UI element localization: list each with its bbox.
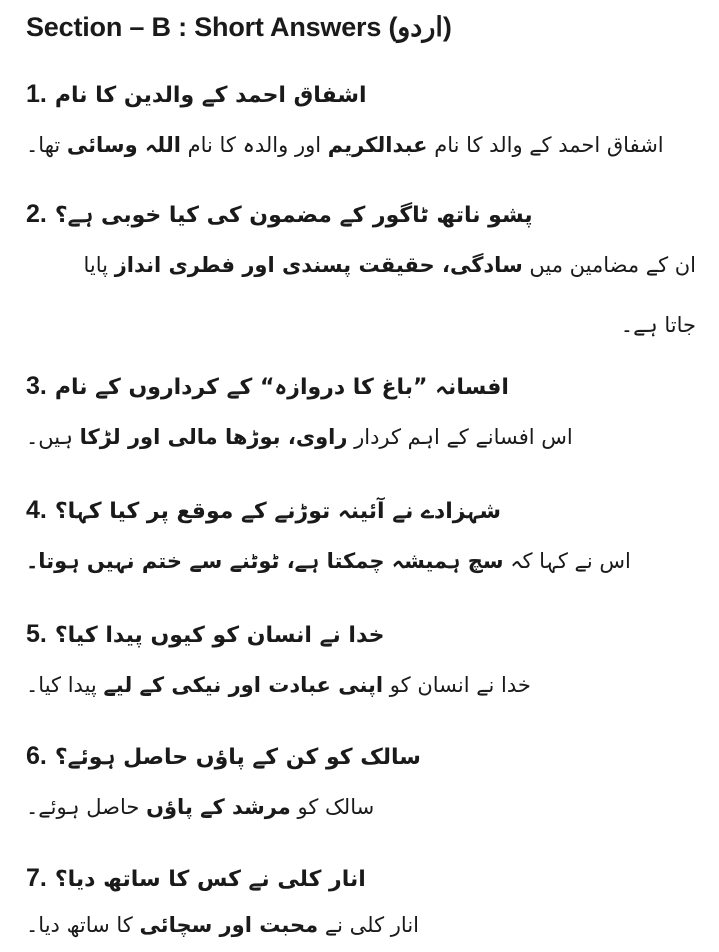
answer-bold: محبت اور سچائی [139,913,319,937]
question-2 [26,200,696,229]
answer-bold: راوی، بوڑھا مالی اور لڑکا [79,425,348,449]
section-title: Section – B : Short Answers (اردو) [26,12,452,42]
answer-text: ان کے مضامین میں [522,253,696,277]
question-4 [26,496,696,525]
answer-text: ہیں۔ [26,425,80,449]
qa-item-4 [26,496,696,591]
question-number: 2. [26,200,47,228]
question-3 [26,372,696,401]
answer-text: انار کلی نے [318,913,420,937]
question-number: 6. [26,742,47,770]
answer-text: اشفاق احمد کے والد کا نام [427,133,664,157]
question-5 [26,620,696,649]
question-text: شہزادے نے آئینہ توڑنے کے موقع پر کیا کہا؟ [54,499,501,524]
question-1 [26,80,696,109]
answer-line [26,407,696,467]
answer-text: خدا نے انسان کو [383,673,531,697]
answer-2 [26,235,696,355]
qa-item-1 [26,80,696,175]
question-text: خدا نے انسان کو کیوں پیدا کیا؟ [54,623,385,648]
question-number: 4. [26,496,47,524]
answer-bold: سچ ہمیشہ چمکتا ہے، ٹوٹنے سے ختم نہیں ہوتا۔ [26,549,504,573]
answer-5 [26,655,696,715]
answer-line [26,777,696,837]
answer-4 [26,531,696,591]
answer-text: اس نے کہا کہ [503,549,631,573]
question-text: انار کلی نے کس کا ساتھ دیا؟ [54,867,366,892]
question-number: 5. [26,620,47,648]
answer-bold: اپنی عبادت اور نیکی کے لیے [103,673,384,697]
answer-text: تھا۔ [26,133,67,157]
answer-1 [26,115,696,175]
answer-text: اور والدہ کا نام [180,133,328,157]
qa-item-6 [26,742,696,837]
qa-item-7 [26,864,696,951]
answer-3 [26,407,696,467]
answer-text: اس افسانے کے اہم کردار [347,425,573,449]
qa-item-2 [26,200,696,355]
answer-text: حاصل ہوئے۔ [26,795,147,819]
answer-text: پایا جاتا ہے۔ [83,253,696,337]
answer-7 [26,899,696,951]
question-7 [26,864,696,893]
question-text: اشفاق احمد کے والدین کا نام [54,83,367,108]
answer-line [26,115,696,175]
answer-text: کا ساتھ دیا۔ [26,913,140,937]
answer-line [26,655,696,715]
question-number: 1. [26,80,47,108]
qa-item-5 [26,620,696,715]
answer-line [26,531,696,591]
question-text: پشو ناتھ ٹاگور کے مضمون کی کیا خوبی ہے؟ [54,203,533,228]
question-text: افسانہ ”باغ کا دروازہ“ کے کرداروں کے نام [54,375,509,400]
answer-bold: عبدالکریم [327,133,428,157]
qa-item-3 [26,372,696,467]
answer-text: پیدا کیا۔ [26,673,104,697]
answer-6 [26,777,696,837]
question-number: 7. [26,864,47,892]
answer-line [26,899,696,951]
answer-line [56,235,696,355]
answer-text: سالک کو [290,795,375,819]
answer-bold: سادگی، حقیقت پسندی اور فطری انداز [114,253,523,277]
question-text: سالک کو کن کے پاؤں حاصل ہوئے؟ [54,745,421,770]
answer-bold: اللہ وسائی [66,133,181,157]
question-number: 3. [26,372,47,400]
answer-bold: مرشد کے پاؤں [146,795,291,819]
question-6 [26,742,696,771]
